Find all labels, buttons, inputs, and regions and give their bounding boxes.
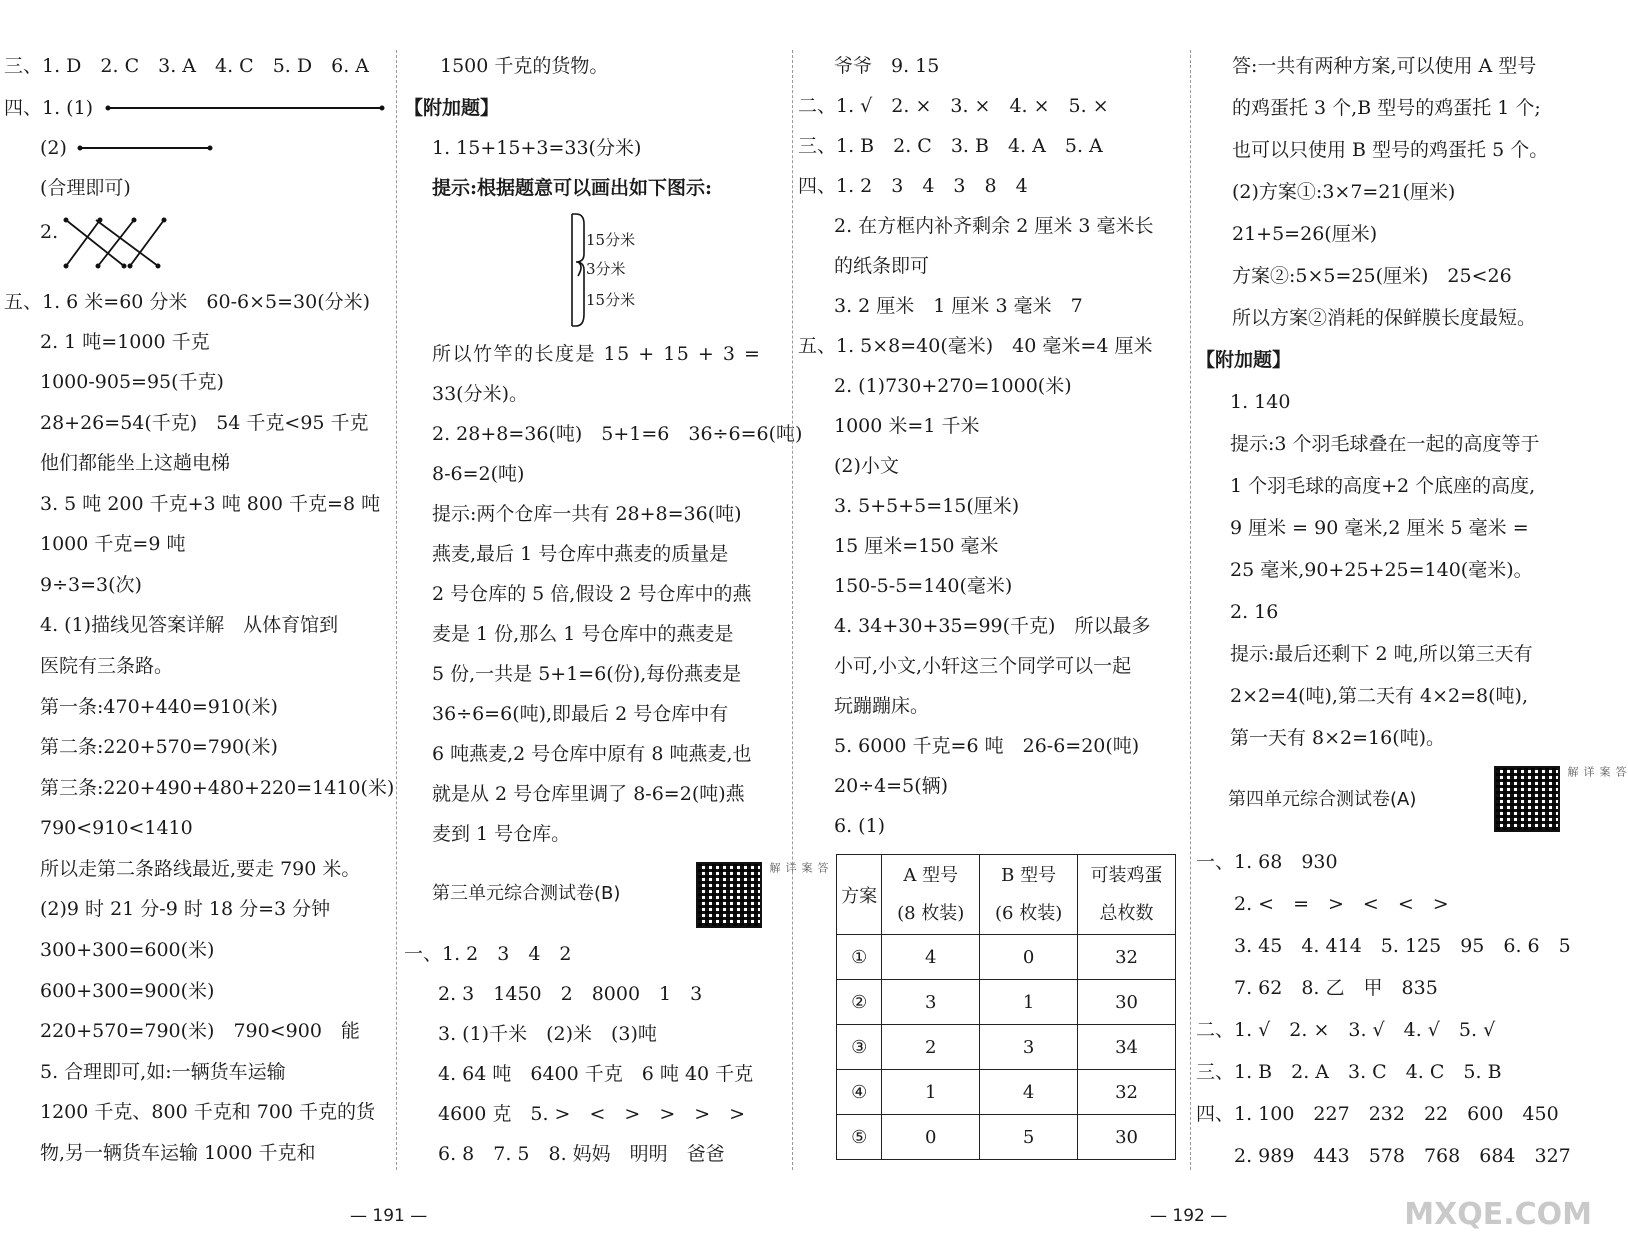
text-line: 医院有三条路。 [40, 655, 174, 677]
text-line: 提示:最后还剩下 2 吨,所以第三天有 [1230, 643, 1533, 665]
text-line: 33(分米)。 [432, 383, 529, 405]
text-line: 麦到 1 号仓库。 [432, 823, 571, 845]
text-line: 6. (1) [834, 815, 886, 837]
text-line: 就是从 2 号仓库里调了 8-6=2(吨)燕 [432, 783, 745, 805]
text-line: (合理即可) [40, 177, 131, 199]
text-line: 所以竹竿的长度是 15 + 15 + 3 = [432, 343, 762, 365]
text-line: 2. 1 吨=1000 千克 [40, 331, 210, 353]
column-divider [1190, 50, 1191, 1170]
text-line: 1200 千克、800 千克和 700 千克的货 [40, 1101, 376, 1123]
table-cell: ① [837, 935, 882, 980]
text-line: 2. 3 1450 2 8000 1 3 [438, 983, 703, 1005]
text-line: 1. 15+15+3=33(分米) [432, 137, 642, 159]
text-line: 6. 8 7. 5 8. 妈妈 明明 爸爸 [438, 1143, 725, 1165]
text-line: 所以走第二条路线最近,要走 790 米。 [40, 858, 361, 880]
unit-test-title: 第四单元综合测试卷(A) [1228, 789, 1417, 810]
table-row [837, 1115, 1176, 1160]
qr-caption: 答案详解 [768, 862, 829, 873]
text-line: 1000-905=95(千克) [40, 371, 224, 393]
table-row [837, 980, 1176, 1025]
text-line: 方案②:5×5=25(厘米) 25<26 [1232, 265, 1512, 287]
text-line: 9 厘米 = 90 毫米,2 厘米 5 毫米 = [1230, 517, 1529, 539]
watermark: MXQE.COM [1404, 1197, 1592, 1232]
text-line: 2. < = > < < > [1234, 893, 1449, 915]
text-line: 1 个羽毛球的高度+2 个底座的高度, [1230, 475, 1536, 497]
text-line: 5. 合理即可,如:一辆货车运输 [40, 1061, 286, 1083]
text-line: 五、1. 6 米=60 分米 60-6×5=30(分米) [4, 291, 371, 313]
text-line: 20÷4=5(辆) [834, 775, 949, 797]
text-line: 一、1. 2 3 4 2 [404, 943, 572, 965]
text-line: 300+300=600(米) [40, 939, 215, 961]
table-cell: 32 [1078, 935, 1176, 980]
text-line: 2. 16 [1230, 601, 1279, 623]
text-line: 15 厘米=150 毫米 [834, 535, 999, 557]
table-row [837, 1025, 1176, 1070]
section-heading: 【附加题】 [1196, 349, 1292, 371]
table-cell: 5 [980, 1115, 1078, 1160]
text-line: 提示:3 个羽毛球叠在一起的高度等于 [1230, 433, 1540, 455]
table-header: 可装鸡蛋 总枚数 [1078, 855, 1176, 935]
text-line: 三、1. B 2. C 3. B 4. A 5. A [798, 135, 1103, 157]
text-line: 9÷3=3(次) [40, 574, 142, 596]
text-line: 的纸条即可 [834, 255, 930, 277]
text-line: 2. [40, 221, 59, 243]
text-line: 第一条:470+440=910(米) [40, 696, 278, 718]
segment-drawing-1 [106, 101, 386, 115]
text-line: 3. 5+5+5=15(厘米) [834, 495, 1020, 517]
text-line: 7. 62 8. 乙 甲 835 [1234, 977, 1438, 999]
qr-caption: 答案详解 [1566, 766, 1627, 777]
table-cell: 30 [1078, 980, 1176, 1025]
text-line: 二、1. √ 2. × 3. × 4. × 5. × [798, 95, 1109, 117]
text-line: 第二条:220+570=790(米) [40, 736, 278, 758]
text-line: 燕麦,最后 1 号仓库中燕麦的质量是 [432, 543, 729, 565]
table-cell: 1 [882, 1070, 980, 1115]
text-line: 小可,小文,小轩这三个同学可以一起 [834, 655, 1132, 677]
text-line: 提示:两个仓库一共有 28+8=36(吨) [432, 503, 742, 525]
text-line: 提示:根据题意可以画出如下图示: [432, 177, 713, 199]
text-line: 1000 米=1 千米 [834, 415, 980, 437]
egg-tray-scheme-table [836, 854, 1176, 1160]
unit-test-title: 第三单元综合测试卷(B) [432, 883, 621, 904]
qr-code [696, 862, 762, 928]
table-cell: 1 [980, 980, 1078, 1025]
table-cell: 34 [1078, 1025, 1176, 1070]
text-line: 2. 在方框内补齐剩余 2 厘米 3 毫米长 [834, 215, 1154, 237]
text-line: 4600 克 5. > < > > > > [438, 1103, 746, 1125]
text-line: 220+570=790(米) 790<900 能 [40, 1020, 360, 1042]
text-line: 2. 28+8=36(吨) 5+1=6 36÷6=6(吨) [432, 423, 803, 445]
text-line: 1. 140 [1230, 391, 1291, 413]
crossing-lines-drawing [60, 214, 170, 274]
qr-code [1494, 766, 1560, 832]
text-line: 4. 64 吨 6400 千克 6 吨 40 千克 [438, 1063, 754, 1085]
text-line: 3. 45 4. 414 5. 125 95 6. 6 5 [1234, 935, 1571, 957]
text-line: 也可以只使用 B 型号的鸡蛋托 5 个。 [1232, 139, 1549, 161]
text-line: 三、1. B 2. A 3. C 4. C 5. B [1196, 1061, 1502, 1083]
text-line: 玩蹦蹦床。 [834, 695, 930, 717]
table-cell: 4 [882, 935, 980, 980]
text-line: 麦是 1 份,那么 1 号仓库中的燕麦是 [432, 623, 734, 645]
text-line: (2) [40, 137, 67, 159]
table-cell: ③ [837, 1025, 882, 1070]
text-line: 28+26=54(千克) 54 千克<95 千克 [40, 412, 369, 434]
table-cell: 30 [1078, 1115, 1176, 1160]
text-line: 的鸡蛋托 3 个,B 型号的鸡蛋托 1 个; [1232, 97, 1541, 119]
table-header: B 型号 (6 枚装) [980, 855, 1078, 935]
column-divider [792, 50, 793, 1170]
text-line: 3. (1)千米 (2)米 (3)吨 [438, 1023, 657, 1045]
page-number-left: — 191 — [350, 1206, 428, 1226]
text-line: 四、1. 2 3 4 3 8 4 [798, 175, 1028, 197]
text-line: 二、1. √ 2. × 3. √ 4. √ 5. √ [1196, 1019, 1496, 1041]
table-cell: 0 [980, 935, 1078, 980]
text-line: 1500 千克的货物。 [440, 55, 609, 77]
text-line: 150-5-5=140(毫米) [834, 575, 1013, 597]
table-cell: ② [837, 980, 882, 1025]
text-line: 4. (1)描线见答案详解 从体育馆到 [40, 614, 339, 636]
text-line: 五、1. 5×8=40(毫米) 40 毫米=4 厘米 [798, 335, 1153, 357]
text-line: 三、1. D 2. C 3. A 4. C 5. D 6. A [4, 55, 369, 77]
text-line: 21+5=26(厘米) [1232, 223, 1378, 245]
text-line: 2×2=4(吨),第二天有 4×2=8(吨), [1230, 685, 1528, 707]
text-line: 一、1. 68 930 [1196, 851, 1338, 873]
text-line: 4. 34+30+35=99(千克) 所以最多 [834, 615, 1151, 637]
text-line: 第三条:220+490+480+220=1410(米) [40, 777, 395, 799]
diagram-label: 3分米 [586, 260, 626, 278]
text-line: 2. (1)730+270=1000(米) [834, 375, 1072, 397]
table-cell: 4 [980, 1070, 1078, 1115]
text-line: 四、1. 100 227 232 22 600 450 [1196, 1103, 1559, 1125]
page-number-right: — 192 — [1150, 1206, 1228, 1226]
text-line: (2)方案①:3×7=21(厘米) [1232, 181, 1456, 203]
text-line: 600+300=900(米) [40, 980, 215, 1002]
text-line: 第一天有 8×2=16(吨)。 [1230, 727, 1446, 749]
table-cell: ④ [837, 1070, 882, 1115]
text-line: 2 号仓库的 5 倍,假设 2 号仓库中的燕 [432, 583, 752, 605]
table-row [837, 935, 1176, 980]
table-header: 方案 [837, 855, 882, 935]
table-row [837, 1070, 1176, 1115]
text-line: 36÷6=6(吨),即最后 2 号仓库中有 [432, 703, 729, 725]
table-header: A 型号 (8 枚装) [882, 855, 980, 935]
table-cell: ⑤ [837, 1115, 882, 1160]
diagram-label: 15分米 [586, 231, 636, 249]
table-cell: 0 [882, 1115, 980, 1160]
text-line: 8-6=2(吨) [432, 463, 525, 485]
text-line: 25 毫米,90+25+25=140(毫米)。 [1230, 559, 1533, 581]
text-line: 爷爷 9. 15 [834, 55, 940, 77]
text-line: 答:一共有两种方案,可以使用 A 型号 [1232, 55, 1537, 77]
text-line: 所以方案②消耗的保鲜膜长度最短。 [1232, 307, 1537, 329]
diagram-label: 15分米 [586, 291, 636, 309]
text-line: 5 份,一共是 5+1=6(份),每份燕麦是 [432, 663, 742, 685]
text-line: 物,另一辆货车运输 1000 千克和 [40, 1142, 316, 1164]
segment-drawing-2 [78, 141, 214, 155]
text-line: (2)小文 [834, 455, 899, 477]
text-line: 790<910<1410 [40, 817, 193, 839]
text-line: (2)9 时 21 分-9 时 18 分=3 分钟 [40, 898, 331, 920]
table-cell: 2 [882, 1025, 980, 1070]
section-heading: 【附加题】 [404, 97, 500, 119]
table-cell: 3 [882, 980, 980, 1025]
text-line: 3. 5 吨 200 千克+3 吨 800 千克=8 吨 [40, 493, 381, 515]
text-line: 3. 2 厘米 1 厘米 3 毫米 7 [834, 295, 1083, 317]
text-line: 他们都能坐上这趟电梯 [40, 452, 231, 474]
table-cell: 3 [980, 1025, 1078, 1070]
column-divider [396, 50, 397, 1170]
text-line: 5. 6000 千克=6 吨 26-6=20(吨) [834, 735, 1140, 757]
table-cell: 32 [1078, 1070, 1176, 1115]
text-line: 6 吨燕麦,2 号仓库中原有 8 吨燕麦,也 [432, 743, 752, 765]
text-line: 1000 千克=9 吨 [40, 533, 186, 555]
text-line: 四、1. (1) [4, 97, 94, 119]
text-line: 2. 989 443 578 768 684 327 [1234, 1145, 1571, 1167]
